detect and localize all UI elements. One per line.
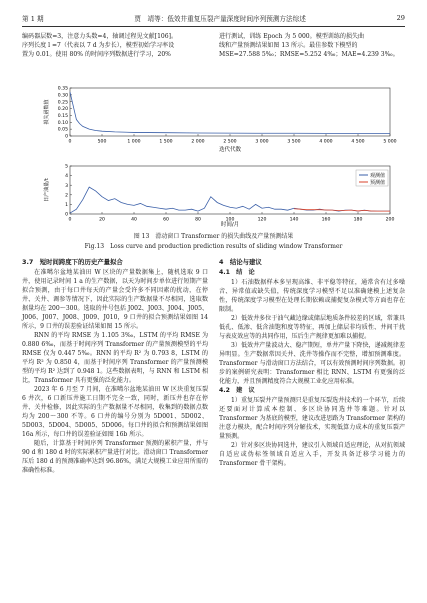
figure-caption-cn: 图 13 滑动窗口 Transformer 的损失曲线及产量预测结果: [133, 233, 294, 240]
prod-legend: [356, 170, 388, 186]
loss-xtick-label: 3 500: [287, 139, 301, 145]
prod-xtick-label: 160: [321, 217, 331, 223]
prod-ytick-label: 4: [65, 174, 68, 180]
loss-ytick-label: 0: [65, 134, 68, 140]
prod-xtick-label: 20: [99, 217, 105, 223]
loss-xtick-label: 2 500: [223, 139, 237, 145]
top-right-text: [219, 32, 405, 59]
prod-xtick-label: 60: [163, 217, 169, 223]
loss-ytick-label: 0.05: [57, 127, 68, 133]
loss-ytick-label: 0.20: [57, 107, 68, 113]
figure-13: [40, 84, 400, 228]
top-right-line-3: MSE=27.588 5‰；RMSE=5.252 4‰；MAE=4.239 3‰。: [219, 51, 399, 58]
conclusion-1: 1）石油数据样本多呈现高维、非平稳等特征，通常含有过多噪音、异常值或缺失值，传统深度学习模型不足以准确建模上述复杂性，传统深度学习模型在处理长期依赖或捕捉复杂模式等方面也存在限制。: [219, 279, 405, 313]
loss-chart: [43, 86, 397, 153]
section-4-1-heading: 4.1 结 论: [219, 269, 255, 276]
header-title: 贾 靖等：低效井重复压裂产量深度时间序列预测方法综述: [134, 15, 306, 23]
loss-xtick-label: 5 000: [383, 139, 397, 145]
prod-xtick-label: 120: [257, 217, 267, 223]
section-4-2-heading: 4.2 建 议: [219, 387, 255, 394]
loss-xtick-label: 1 000: [127, 139, 141, 145]
loss-ytick-label: 0.10: [57, 120, 68, 126]
prod-xtick-label: 140: [289, 217, 299, 223]
prod-xlabel: 时间/月: [220, 222, 240, 228]
prod-series-line-0: [70, 187, 390, 213]
prod-ylabel: 日产油量/t: [44, 178, 50, 202]
left-paragraph-3: 2023 年 6 月至 7 月间，在准噶尔盆地某油田 W 区块重复压裂 6 井次，6 口新压井施工日期不完全一致，同时，新压井也存在停井、关井检修，因此实际的生产数据量不尽相同，收集到的数据点数均为 200～300 不等。6 口井的编号分别为 5D001、5D002、5D003、5D004、5D005、5D006。每口井的拟合和预测结果如图 16a 所示，每口井的误差验证如图 16b 所示。: [22, 386, 208, 438]
prod-ytick-label: 3: [65, 183, 68, 189]
loss-plot-frame: [70, 88, 390, 136]
production-chart: [43, 164, 394, 228]
loss-ylabel: 损失函数值: [44, 99, 50, 125]
top-right-line-2: 线和产量预测结果如图 13 所示。最佳参数下模型的: [219, 42, 358, 49]
top-left-text: [22, 32, 208, 59]
loss-xtick-label: 4 000: [319, 139, 333, 145]
prod-ytick-label: 2: [65, 193, 68, 199]
loss-ytick-label: 0.15: [57, 114, 68, 120]
prod-ytick-label: 5: [65, 164, 68, 170]
prod-xtick-label: 180: [353, 217, 363, 223]
legend-label-observed: 观测值: [370, 173, 386, 179]
conclusion-3: 3）低效井产量波动大、稳产期短，单井产量下降快，递减规律差异明显。生产数据常因关井、洗井等操作而不完整，增加预测难度。Transformer 与滑动窗口方法结合，可以有效预测时间序列数据。初步的案例研究表明：Transformer 相比 RNN、LSTM 有更强的泛化能力，并且预测精度符合大规模工业化应用标准。: [219, 342, 405, 385]
top-left-line-3: 置为 0.01。使用 80% 的时间序列数据进行学习，20%: [22, 51, 171, 58]
top-right-line-1: 进行测试，训练 Epoch 为 5 000。模型训练的损失曲: [219, 33, 365, 40]
loss-xtick-label: 4 500: [351, 139, 365, 145]
running-header: [22, 12, 405, 24]
left-column: [22, 256, 208, 475]
prod-xtick-label: 200: [385, 217, 395, 223]
loss-xtick-label: 500: [97, 139, 107, 145]
loss-xtick-label: 1 500: [159, 139, 173, 145]
conclusion-2: 2）低效井多位于油气藏边缘或储层地质条件较差的区域，常兼具低孔、低渗、低含油饱和度等特征，再加上储层非均质性、井间干扰与表皮效应等的共同作用，压后生产规律更加难以捕捉。: [219, 315, 405, 340]
loss-xtick-label: 2 000: [191, 139, 205, 145]
loss-series-line-0: [70, 92, 390, 133]
figure-caption-en: Fig.13 Loss curve and production prediction results of sliding window Transformer: [84, 243, 343, 250]
loss-xtick-label: 0: [68, 139, 72, 145]
left-paragraph-1: 在准噶尔盆地某油田 W 区块的产量数据集上，随机选取 9 口井，使用记录时间 1 a 的生产数据，以天为时间步单位进行短期产量拟合预测，由于每口井每天的产量会受许多不同因素的扰动，在停井、关井、调参等情况下，因此实际的生产数据量不尽相同，选取数据量均在 200～300。选取的井号包括 J002、J003、J004、J005、J006、J007、J008、J009、J010，9 口井的拟合预测结果如图 14 所示，9 口井的误差验证结果如图 15 所示。: [22, 269, 208, 330]
prod-xtick-label: 40: [131, 217, 137, 223]
section-3-7-heading: 3.7 短时间跨度下的历史产量拟合: [22, 258, 123, 266]
loss-ytick-label: 0.25: [57, 100, 68, 106]
left-paragraph-4: 随后，计算基于时间序列 Transformer 预测的累积产量，并与 90 d 和 180 d 时的实际累积产量进行对比。滑动窗口 Transformer 压后 180 d 的预测准确率达到 96.86%，满足大规模工业应用所需的准确性标准。: [22, 440, 208, 474]
prod-xtick-label: 0: [68, 217, 72, 223]
prod-xtick-label: 100: [225, 217, 235, 223]
prod-plot-frame: [70, 166, 390, 214]
header-rule: [22, 26, 405, 27]
header-page-number: 29: [396, 14, 405, 22]
legend-label-predicted: 预测值: [370, 180, 386, 186]
left-paragraph-2: RNN 的平均 RMSE 为 1.105 3‰，LSTM 的平均 RMSE 为 0.880 6‰，而基于时间序列 Transformer 的产量预测模型的平均 RMSE 仅为 0.447 5‰。RNN 的平均 R² 为 0.793 8，LSTM 的平均 R² 为 0.850 4，而基于时间序列 Transformer 的产量预测模型的平均 R² 达到了 0.948 1。这些数据表明，与 RNN 和 LSTM 相比，Transformer 具有更强的泛化能力。: [22, 332, 208, 384]
header-issue: 第 1 期: [22, 15, 44, 23]
right-column: [219, 256, 405, 468]
loss-xlabel: 迭代代数: [218, 147, 242, 153]
suggestion-1: 1）重复压裂井产量预测只是重复压裂选井技术的一个环节，后续还要面对计算成本控制、多区块协同选井等难题。针对以 Transformer 为基底的模型，建议改进思路为 Transformer 架构的注意力模块，配合时间序列分解技术，实现低算力成本的重复压裂产量预测。: [219, 397, 405, 440]
prod-series-line-1: [294, 209, 390, 211]
top-left-line-1: 编码器层数=3，注意力头数=4，轴调过程见文献[106]。: [22, 33, 178, 40]
prod-xtick-label: 80: [195, 217, 201, 223]
loss-ytick-label: 0.35: [57, 86, 68, 92]
loss-ytick-label: 0.30: [57, 93, 68, 99]
figure-13-svg: [40, 84, 400, 228]
loss-xtick-label: 3 000: [255, 139, 269, 145]
prod-ytick-label: 0: [65, 212, 68, 218]
top-left-line-2: 序列长度 l =7（代表以 7 d 为步长），模型初始学习率设: [22, 42, 175, 49]
suggestion-2: 2）针对多区块协同选井，建议引入领域自适应理论，从对抗领域自适应或伪标签领域自适应入手，开发具备迁移学习能力的 Transformer 骨干架构。: [219, 442, 405, 467]
prod-ytick-label: 1: [65, 203, 68, 208]
section-4-heading: 4 结论与建议: [219, 258, 262, 266]
